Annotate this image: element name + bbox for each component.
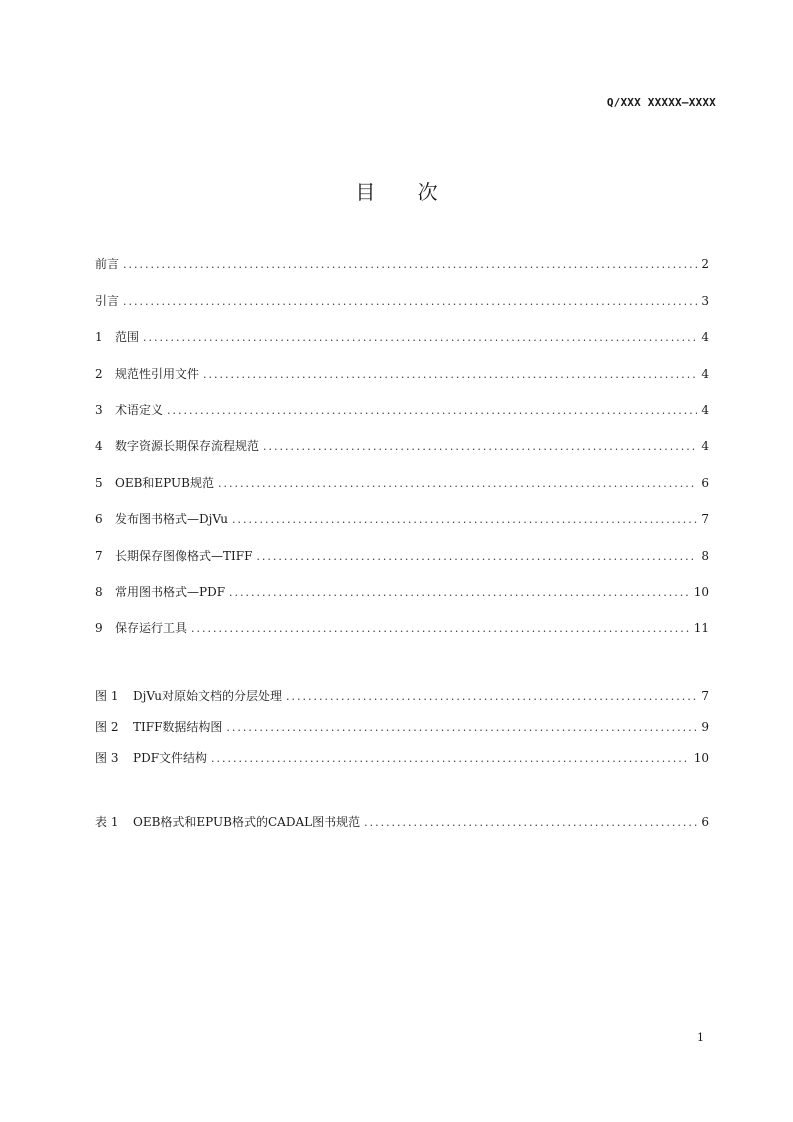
toc-figure-entry-2[interactable]	[95, 717, 709, 737]
toc-entry-page: 8	[701, 549, 709, 563]
toc-entry-tiff[interactable]	[95, 546, 709, 566]
toc-figure-entry-3[interactable]	[95, 748, 709, 768]
toc-entry-text: 保存运行工具	[115, 621, 188, 635]
toc-figure-text: PDF文件结构	[133, 751, 208, 765]
toc-entry-page: 10	[693, 585, 709, 599]
toc-figure-entry-1[interactable]	[95, 686, 709, 706]
toc-leader-dots	[286, 687, 697, 707]
toc-entry-text: 术语定义	[115, 403, 164, 417]
toc-entry-number: 4	[95, 439, 103, 453]
toc-leader-dots	[123, 292, 697, 312]
toc-entry-page: 2	[701, 257, 709, 271]
toc-leader-dots	[203, 365, 697, 385]
toc-figure-page: 9	[701, 720, 709, 734]
toc-entry-number: 1	[95, 330, 103, 344]
toc-leader-dots	[143, 328, 697, 348]
toc-entry-text: 前言	[95, 257, 120, 271]
page-number: 1	[697, 1031, 704, 1044]
toc-entry-page: 4	[701, 367, 709, 381]
toc-figure-page: 10	[693, 751, 709, 765]
toc-entry-normative-references[interactable]	[95, 364, 709, 384]
toc-entry-number: 8	[95, 585, 103, 599]
toc-entry-text: 范围	[115, 330, 140, 344]
toc-table-number: 表 1	[95, 815, 119, 829]
toc-entry-text: 引言	[95, 294, 120, 308]
toc-entry-page: 7	[701, 512, 709, 526]
toc-entry-introduction[interactable]	[95, 291, 709, 311]
toc-entry-oeb-epub[interactable]	[95, 473, 709, 493]
toc-entry-number: 2	[95, 367, 103, 381]
toc-entry-page: 4	[701, 330, 709, 344]
toc-entry-page: 6	[701, 476, 709, 490]
toc-entry-terms[interactable]	[95, 400, 709, 420]
toc-leader-dots	[226, 718, 697, 738]
toc-table-text: OEB格式和EPUB格式的CADAL图书规范	[133, 815, 361, 829]
toc-entry-number: 5	[95, 476, 103, 490]
toc-figure-page: 7	[701, 689, 709, 703]
toc-table-page: 6	[701, 815, 709, 829]
toc-title: 目 次	[355, 180, 456, 204]
toc-leader-dots	[263, 437, 697, 457]
toc-entry-page: 3	[701, 294, 709, 308]
toc-leader-dots	[191, 619, 690, 639]
toc-leader-dots	[256, 547, 697, 567]
toc-entry-number: 6	[95, 512, 103, 526]
toc-figure-text: DjVu对原始文档的分层处理	[133, 689, 282, 703]
toc-entry-number: 9	[95, 621, 103, 635]
toc-leader-dots	[229, 583, 690, 603]
toc-leader-dots	[167, 401, 697, 421]
toc-entry-pdf[interactable]	[95, 582, 709, 602]
toc-entry-text: 发布图书格式—DjVu	[115, 512, 228, 526]
toc-entry-page: 4	[701, 403, 709, 417]
toc-table-entry-1[interactable]	[95, 812, 709, 832]
document-code: Q/XXX XXXXX—XXXX	[606, 96, 716, 109]
toc-entry-text: 常用图书格式—PDF	[115, 585, 226, 599]
toc-figure-number: 图 3	[95, 751, 119, 765]
toc-figure-number: 图 1	[95, 689, 119, 703]
toc-figure-number: 图 2	[95, 720, 119, 734]
toc-entry-page: 4	[701, 439, 709, 453]
toc-leader-dots	[232, 510, 697, 530]
toc-entry-text: 长期保存图像格式—TIFF	[115, 549, 253, 563]
toc-entry-preservation-process[interactable]	[95, 436, 709, 456]
toc-entry-number: 3	[95, 403, 103, 417]
toc-entry-page: 11	[693, 621, 709, 635]
toc-leader-dots	[123, 255, 697, 275]
toc-entry-text: 数字资源长期保存流程规范	[115, 439, 260, 453]
toc-entry-text: 规范性引用文件	[115, 367, 200, 381]
toc-entry-number: 7	[95, 549, 103, 563]
toc-entry-preface[interactable]	[95, 254, 709, 274]
toc-leader-dots	[364, 813, 697, 833]
toc-figure-text: TIFF数据结构图	[133, 720, 223, 734]
toc-leader-dots	[211, 749, 690, 769]
toc-entry-scope[interactable]	[95, 327, 709, 347]
toc-entry-djvu[interactable]	[95, 509, 709, 529]
toc-leader-dots	[218, 474, 697, 494]
toc-entry-tools[interactable]	[95, 618, 709, 638]
toc-entry-text: OEB和EPUB规范	[115, 476, 214, 490]
